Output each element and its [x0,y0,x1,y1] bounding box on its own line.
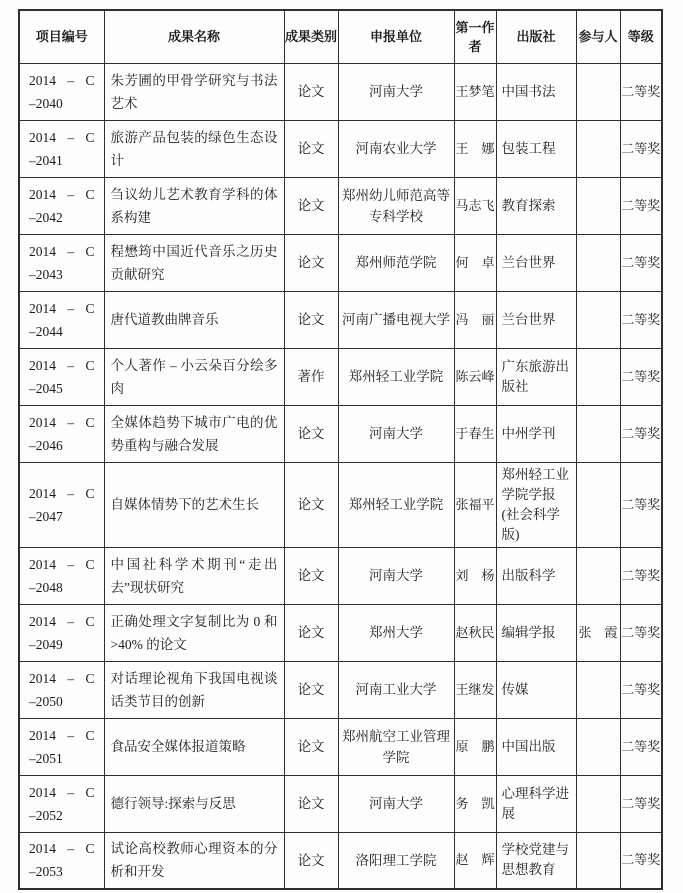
grade-cell: 二等奖 [620,291,662,348]
project-id-cell [19,462,104,547]
project-id-cell [19,291,104,348]
project-id-line1: 2014 – C [29,300,95,316]
achievement-name-cell: 唐代道教曲牌音乐 [104,291,284,348]
grade-cell: 二等奖 [620,348,662,405]
achievement-name-cell: 中国社科学术期刊“走出去”现状研究 [104,547,284,604]
grade-cell: 二等奖 [620,661,662,718]
project-id-cell [19,63,104,120]
grade-cell: 二等奖 [620,234,662,291]
achievement-type-cell: 论文 [284,177,338,234]
table-row [19,547,662,604]
project-id-cell [19,348,104,405]
publisher-cell: 中州学刊 [496,405,576,462]
header-applicant-unit: 申报单位 [338,10,454,63]
publisher-cell: 教育探索 [496,177,576,234]
participants-cell [576,348,620,405]
project-id-line2: –2045 [29,380,63,396]
first-author-cell: 原 鹏 [454,718,496,775]
project-id-line2: –2041 [29,152,63,168]
grade-cell: 二等奖 [620,177,662,234]
project-id-line2: –2052 [29,807,63,823]
applicant-unit-cell: 河南大学 [338,547,454,604]
achievement-type-cell: 论文 [284,775,338,832]
achievement-name-cell: 旅游产品包装的绿色生态设计 [104,120,284,177]
first-author-cell: 赵 辉 [454,832,496,889]
applicant-unit-cell: 洛阳理工学院 [338,832,454,889]
first-author-cell: 何 卓 [454,234,496,291]
achievement-type-cell: 论文 [284,405,338,462]
achievement-name-cell: 德行领导:探索与反思 [104,775,284,832]
grade-cell: 二等奖 [620,120,662,177]
publisher-cell: 编辑学报 [496,604,576,661]
grade-cell: 二等奖 [620,832,662,889]
project-id-cell [19,547,104,604]
achievement-type-cell: 论文 [284,120,338,177]
applicant-unit-cell: 郑州轻工业学院 [338,348,454,405]
project-id-line1: 2014 – C [29,129,95,145]
publisher-cell: 郑州轻工业学院学报(社会科学版) [496,462,576,547]
project-id-line1: 2014 – C [29,670,95,686]
first-author-cell: 王继发 [454,661,496,718]
table-row [19,405,662,462]
project-id-cell [19,177,104,234]
table-row [19,775,662,832]
table-row [19,291,662,348]
header-project-id: 项目编号 [19,10,104,63]
header-participants: 参与人 [576,10,620,63]
table-row [19,177,662,234]
participants-cell [576,462,620,547]
table-header-row [19,10,662,63]
first-author-cell: 陈云峰 [454,348,496,405]
project-id-cell [19,832,104,889]
table-row [19,234,662,291]
first-author-cell: 张福平 [454,462,496,547]
achievement-type-cell: 论文 [284,604,338,661]
project-id-line2: –2053 [29,864,63,880]
first-author-cell: 务 凯 [454,775,496,832]
table-row [19,832,662,889]
participants-cell [576,63,620,120]
achievement-name-cell: 程懋筠中国近代音乐之历史贡献研究 [104,234,284,291]
publisher-cell: 广东旅游出版社 [496,348,576,405]
project-id-line1: 2014 – C [29,556,95,572]
achievement-type-cell: 论文 [284,234,338,291]
first-author-cell: 于春生 [454,405,496,462]
project-id-cell [19,661,104,718]
header-first-author: 第一作者 [454,10,496,63]
applicant-unit-cell: 郑州轻工业学院 [338,462,454,547]
grade-cell: 二等奖 [620,604,662,661]
project-id-line2: –2051 [29,750,63,766]
applicant-unit-cell: 河南大学 [338,405,454,462]
publisher-cell: 包装工程 [496,120,576,177]
project-id-line1: 2014 – C [29,243,95,259]
header-publisher: 出版社 [496,10,576,63]
achievement-type-cell: 论文 [284,547,338,604]
project-id-line1: 2014 – C [29,613,95,629]
applicant-unit-cell: 郑州幼儿师范高等专科学校 [338,177,454,234]
publisher-cell: 学校党建与思想教育 [496,832,576,889]
publisher-cell: 心理科学进展 [496,775,576,832]
grade-cell: 二等奖 [620,775,662,832]
applicant-unit-cell: 河南农业大学 [338,120,454,177]
table-row [19,348,662,405]
awards-table [18,9,663,890]
applicant-unit-cell: 河南大学 [338,63,454,120]
achievement-type-cell: 论文 [284,291,338,348]
grade-cell: 二等奖 [620,405,662,462]
grade-cell: 二等奖 [620,63,662,120]
table-row [19,718,662,775]
participants-cell: 张 霞 [576,604,620,661]
first-author-cell: 刘 杨 [454,547,496,604]
project-id-line1: 2014 – C [29,485,95,501]
table-row [19,63,662,120]
publisher-cell: 中国书法 [496,63,576,120]
achievement-name-cell: 对话理论视角下我国电视谈话类节目的创新 [104,661,284,718]
header-achievement-type: 成果类别 [284,10,338,63]
achievement-type-cell: 论文 [284,63,338,120]
participants-cell [576,775,620,832]
applicant-unit-cell: 郑州大学 [338,604,454,661]
project-id-line2: –2046 [29,437,63,453]
project-id-line2: –2049 [29,636,63,652]
achievement-type-cell: 著作 [284,348,338,405]
first-author-cell: 王 娜 [454,120,496,177]
project-id-line1: 2014 – C [29,357,95,373]
achievement-name-cell: 朱芳圃的甲骨学研究与书法艺术 [104,63,284,120]
project-id-line1: 2014 – C [29,186,95,202]
achievement-name-cell: 正确处理文字复制比为 0 和 >40% 的论文 [104,604,284,661]
project-id-line2: –2044 [29,323,63,339]
applicant-unit-cell: 河南工业大学 [338,661,454,718]
applicant-unit-cell: 河南大学 [338,775,454,832]
project-id-line2: –2047 [29,508,63,524]
publisher-cell: 中国出版 [496,718,576,775]
table-row [19,462,662,547]
project-id-cell [19,775,104,832]
participants-cell [576,547,620,604]
project-id-line1: 2014 – C [29,414,95,430]
project-id-cell [19,120,104,177]
achievement-name-cell: 刍议幼儿艺术教育学科的体系构建 [104,177,284,234]
achievement-type-cell: 论文 [284,718,338,775]
achievement-type-cell: 论文 [284,832,338,889]
achievement-name-cell: 试论高校教师心理资本的分析和开发 [104,832,284,889]
project-id-cell [19,718,104,775]
participants-cell [576,177,620,234]
table-row [19,661,662,718]
first-author-cell: 赵秋民 [454,604,496,661]
participants-cell [576,291,620,348]
participants-cell [576,405,620,462]
achievement-type-cell: 论文 [284,661,338,718]
header-achievement-name: 成果名称 [104,10,284,63]
participants-cell [576,661,620,718]
project-id-line2: –2048 [29,579,63,595]
grade-cell: 二等奖 [620,718,662,775]
applicant-unit-cell: 郑州师范学院 [338,234,454,291]
publisher-cell: 兰台世界 [496,234,576,291]
participants-cell [576,120,620,177]
project-id-line1: 2014 – C [29,784,95,800]
project-id-line2: –2042 [29,209,63,225]
project-id-line1: 2014 – C [29,727,95,743]
project-id-cell [19,405,104,462]
table-row [19,604,662,661]
participants-cell [576,832,620,889]
project-id-line1: 2014 – C [29,841,95,857]
project-id-line1: 2014 – C [29,72,95,88]
project-id-cell [19,604,104,661]
achievement-name-cell: 全媒体趋势下城市广电的优势重构与融合发展 [104,405,284,462]
grade-cell: 二等奖 [620,462,662,547]
publisher-cell: 出版科学 [496,547,576,604]
first-author-cell: 冯 丽 [454,291,496,348]
project-id-cell [19,234,104,291]
table-row [19,120,662,177]
first-author-cell: 王梦笔 [454,63,496,120]
table-body [19,63,662,889]
first-author-cell: 马志飞 [454,177,496,234]
publisher-cell: 兰台世界 [496,291,576,348]
achievement-type-cell: 论文 [284,462,338,547]
achievement-name-cell: 自媒体情势下的艺术生长 [104,462,284,547]
header-grade: 等级 [620,10,662,63]
publisher-cell: 传媒 [496,661,576,718]
project-id-line2: –2040 [29,95,63,111]
participants-cell [576,234,620,291]
achievement-name-cell: 食品安全媒体报道策略 [104,718,284,775]
grade-cell: 二等奖 [620,547,662,604]
project-id-line2: –2043 [29,266,63,282]
applicant-unit-cell: 河南广播电视大学 [338,291,454,348]
project-id-line2: –2050 [29,693,63,709]
achievement-name-cell: 个人著作 – 小云朵百分绘多肉 [104,348,284,405]
participants-cell [576,718,620,775]
applicant-unit-cell: 郑州航空工业管理学院 [338,718,454,775]
